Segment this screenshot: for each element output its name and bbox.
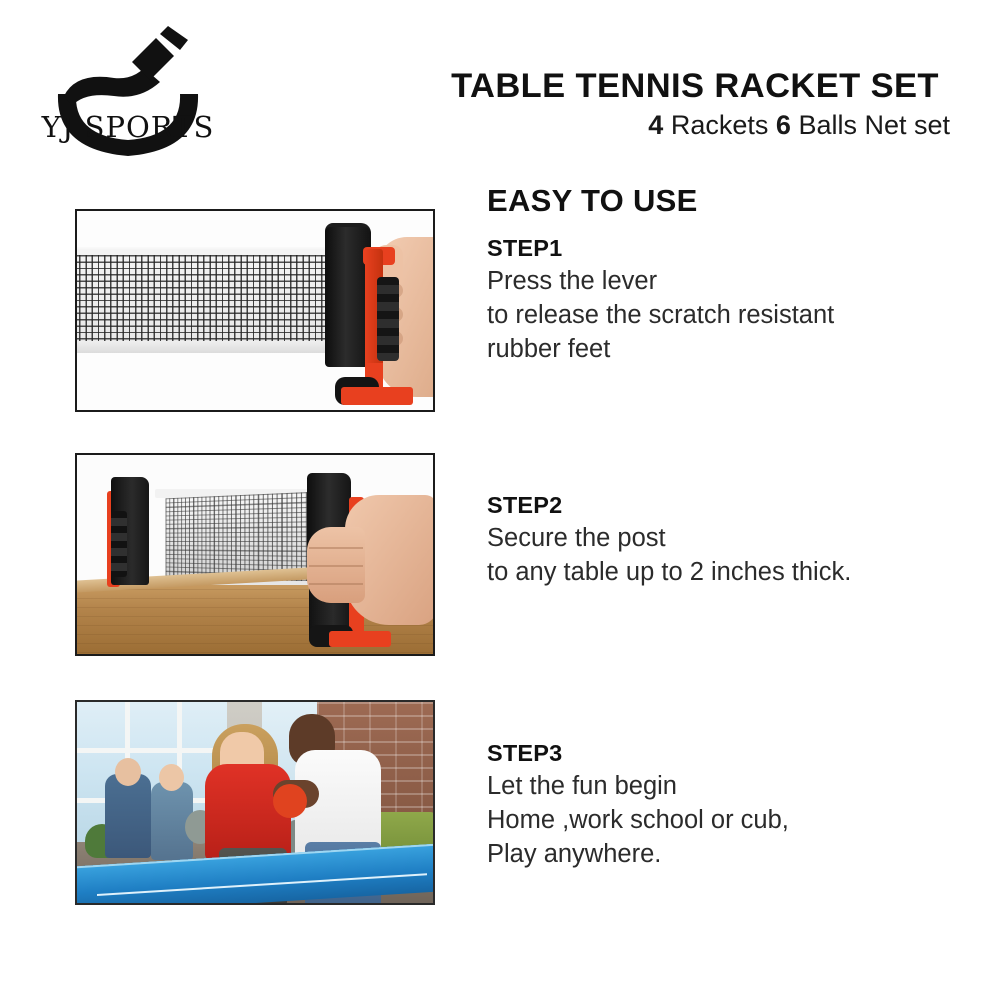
page-title: TABLE TENNIS RACKET SET	[451, 67, 939, 105]
step-1-line-3: rubber feet	[487, 334, 611, 363]
photo-2-scene	[77, 455, 433, 654]
retractable-net-with-hand-photo	[75, 209, 435, 412]
finger-crease	[309, 583, 363, 585]
left-post-grip-ridges	[111, 511, 127, 577]
racket-word: Rackets	[670, 110, 769, 141]
step-2-line-2: to any table up to 2 inches thick.	[487, 557, 852, 586]
red-paddle	[273, 784, 307, 818]
photo-3-scene	[77, 702, 433, 903]
step-1-label: STEP1	[487, 235, 563, 261]
step-1-line-1: Press the lever	[487, 267, 658, 295]
step-1-line-2: to release the scratch resistant	[487, 300, 835, 329]
racket-count: 4	[648, 110, 664, 141]
step-2-text-block	[487, 492, 957, 590]
ball-word: Balls Net set	[798, 110, 950, 141]
net-clamped-to-table-photo	[75, 453, 435, 656]
clamp-foot-bar	[341, 387, 413, 405]
window-transom	[77, 748, 227, 753]
people-playing-ping-pong-photo	[75, 700, 435, 905]
logo-wordmark: YJ SPORTS	[41, 110, 215, 144]
step-2-label: STEP2	[487, 492, 563, 518]
paddle-swoosh-logo-icon	[28, 22, 228, 172]
step-3-label: STEP3	[487, 740, 563, 766]
finger-crease	[309, 565, 363, 567]
background-person-right-head	[159, 764, 184, 791]
step-3-text-block	[487, 740, 957, 872]
net-mesh	[75, 255, 345, 347]
step-2-line-1: Secure the post	[487, 524, 666, 552]
post-grip-ridges	[377, 277, 399, 361]
background-person-left	[105, 774, 151, 858]
step-3-line-1: Let the fun begin	[487, 772, 677, 800]
step-3-line-2: Home ,work school or cub,	[487, 805, 789, 834]
brand-logo	[28, 22, 228, 172]
section-heading: EASY TO USE	[487, 183, 698, 218]
ball-count: 6	[775, 110, 791, 141]
step-1-text-block	[487, 235, 957, 367]
page-subtitle	[440, 110, 950, 141]
finger-crease	[309, 547, 363, 549]
net-bottom-rail	[75, 341, 345, 353]
photo-1-scene	[77, 211, 433, 410]
header-title-block	[440, 68, 950, 141]
background-person-left-head	[115, 758, 141, 786]
right-clamp-foot	[329, 631, 391, 647]
step-3-line-3: Play anywhere.	[487, 839, 662, 868]
